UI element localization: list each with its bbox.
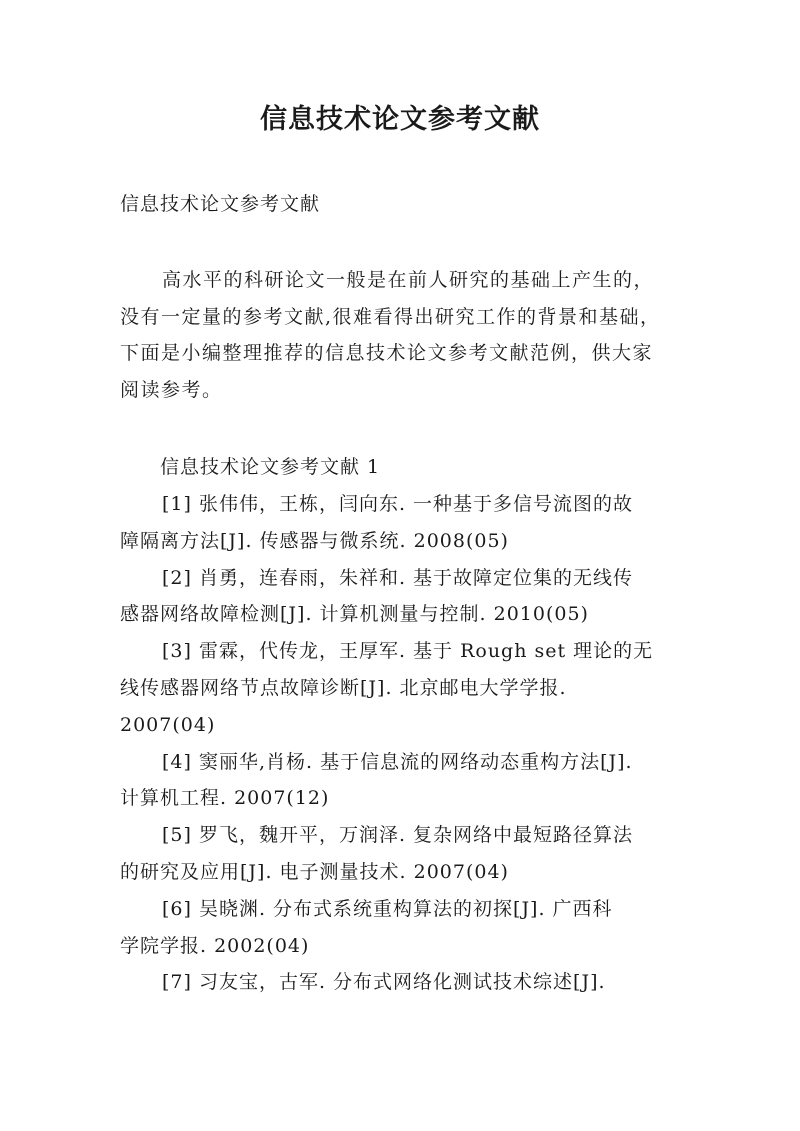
reference-list (120, 486, 690, 1001)
reference-line: 线传感器网络节点故障诊断[J]. 北京邮电大学学报. (120, 676, 567, 699)
reference-line: 障隔离方法[J]. 传感器与微系统. 2008(05) (120, 529, 509, 552)
intro-line: 没有一定量的参考文献,很难看得出研究工作的背景和基础， (120, 305, 661, 328)
reference-line: 学院学报. 2002(04) (120, 934, 310, 957)
reference-line: [3] 雷霖，代传龙，王厚军. 基于 Rough set 理论的无 (162, 640, 654, 663)
document-title: 信息技术论文参考文献 (260, 104, 540, 135)
intro-line: 下面是小编整理推荐的信息技术论文参考文献范例，供大家 (120, 342, 654, 364)
intro-line: 高水平的科研论文一般是在前人研究的基础上产生的， (162, 269, 655, 291)
reference-line: 2007(04) (120, 713, 216, 736)
reference-line: 计算机工程. 2007(12) (120, 787, 330, 810)
reference-line: [7] 习友宝，古军. 分布式网络化测试技术综述[J]. (162, 971, 606, 994)
reference-line: [5] 罗飞，魏开平，万润泽. 复杂网络中最短路径算法 (162, 824, 634, 847)
intro-line: 阅读参考。 (120, 378, 223, 401)
document-subtitle: 信息技术论文参考文献 (120, 193, 321, 215)
reference-line: [1] 张伟伟，王栋，闫向东. 一种基于多信号流图的故 (162, 493, 634, 515)
reference-line: 的研究及应用[J]. 电子测量技术. 2007(04) (120, 860, 509, 883)
reference-line: 感器网络故障检测[J]. 计算机测量与控制. 2010(05) (120, 603, 589, 626)
reference-line: [6] 吴晓渊. 分布式系统重构算法的初探[J]. 广西科 (162, 897, 613, 920)
references-heading: 信息技术论文参考文献 1 (160, 456, 381, 478)
intro-paragraph (120, 262, 690, 408)
reference-line: [4] 窦丽华,肖杨. 基于信息流的网络动态重构方法[J]. (162, 750, 633, 773)
reference-line: [2] 肖勇，连春雨，朱祥和. 基于故障定位集的无线传 (162, 566, 634, 589)
